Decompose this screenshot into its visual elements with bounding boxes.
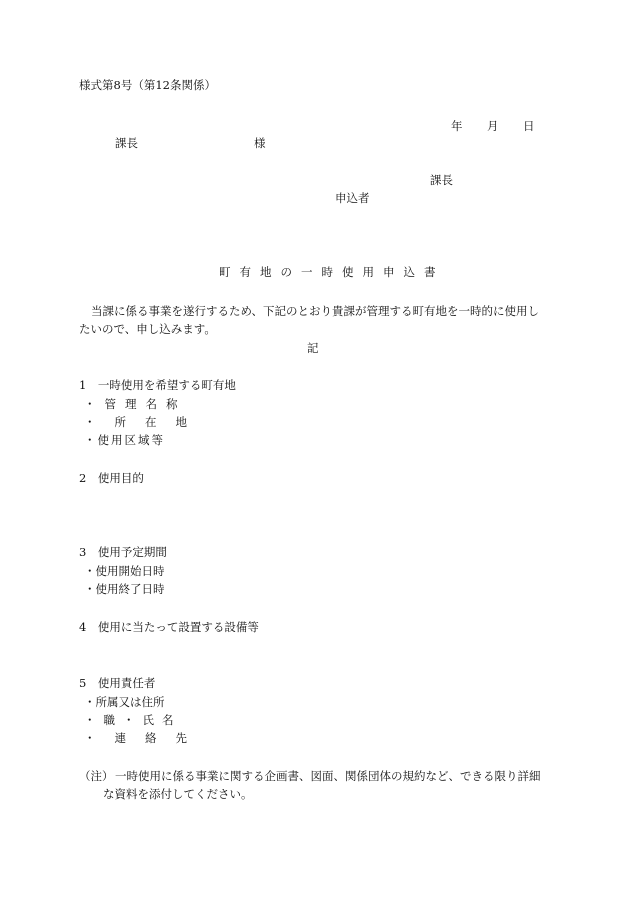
section-3-heading: 3 使用予定期間 bbox=[79, 545, 167, 559]
addressee-honorific: 様 bbox=[254, 136, 266, 150]
document-title: 町有地の一時使用申込書 bbox=[219, 265, 445, 279]
ki-heading: 記 bbox=[307, 341, 319, 355]
section-5-heading: 5 使用責任者 bbox=[79, 676, 156, 690]
applicant-label: 申込者 bbox=[335, 191, 370, 205]
field-end-datetime: ・使用終了日時 bbox=[84, 582, 165, 596]
form-label: 様式第8号（第12条関係） bbox=[79, 78, 216, 92]
date-year-label: 年 bbox=[451, 119, 463, 133]
field-management-name: ・管理名称 bbox=[84, 397, 187, 411]
field-position-name: ・職・氏名 bbox=[84, 713, 182, 727]
note-line-1: 一時使用に係る事業に関する企画書、図面、関係団体の規約など、できる限り詳細 bbox=[115, 769, 541, 783]
date-day-label: 日 bbox=[523, 119, 535, 133]
body-line-1: 当課に係る事業を遂行するため、下記のとおり貴課が管理する町有地を一時的に使用し bbox=[91, 304, 540, 318]
field-affiliation-address: ・所属又は住所 bbox=[84, 695, 165, 709]
section-1-heading: 1 一時使用を希望する町有地 bbox=[79, 378, 236, 392]
field-usage-area: ・使用区域等 bbox=[84, 433, 165, 447]
body-line-2: たいので、申し込みます。 bbox=[79, 322, 216, 336]
field-start-datetime: ・使用開始日時 bbox=[84, 564, 165, 578]
date-month-label: 月 bbox=[487, 119, 499, 133]
note-label: （注） bbox=[79, 769, 114, 783]
field-contact: ・連絡先 bbox=[84, 731, 206, 745]
section-4-heading: 4 使用に当たって設置する設備等 bbox=[79, 620, 259, 634]
section-2-heading: 2 使用目的 bbox=[79, 471, 144, 485]
addressee-title: 課長 bbox=[115, 136, 138, 150]
note-line-2: な資料を添付してください。 bbox=[103, 787, 253, 801]
applicant-section: 課長 bbox=[430, 173, 453, 187]
field-location: ・所在地 bbox=[84, 415, 206, 429]
